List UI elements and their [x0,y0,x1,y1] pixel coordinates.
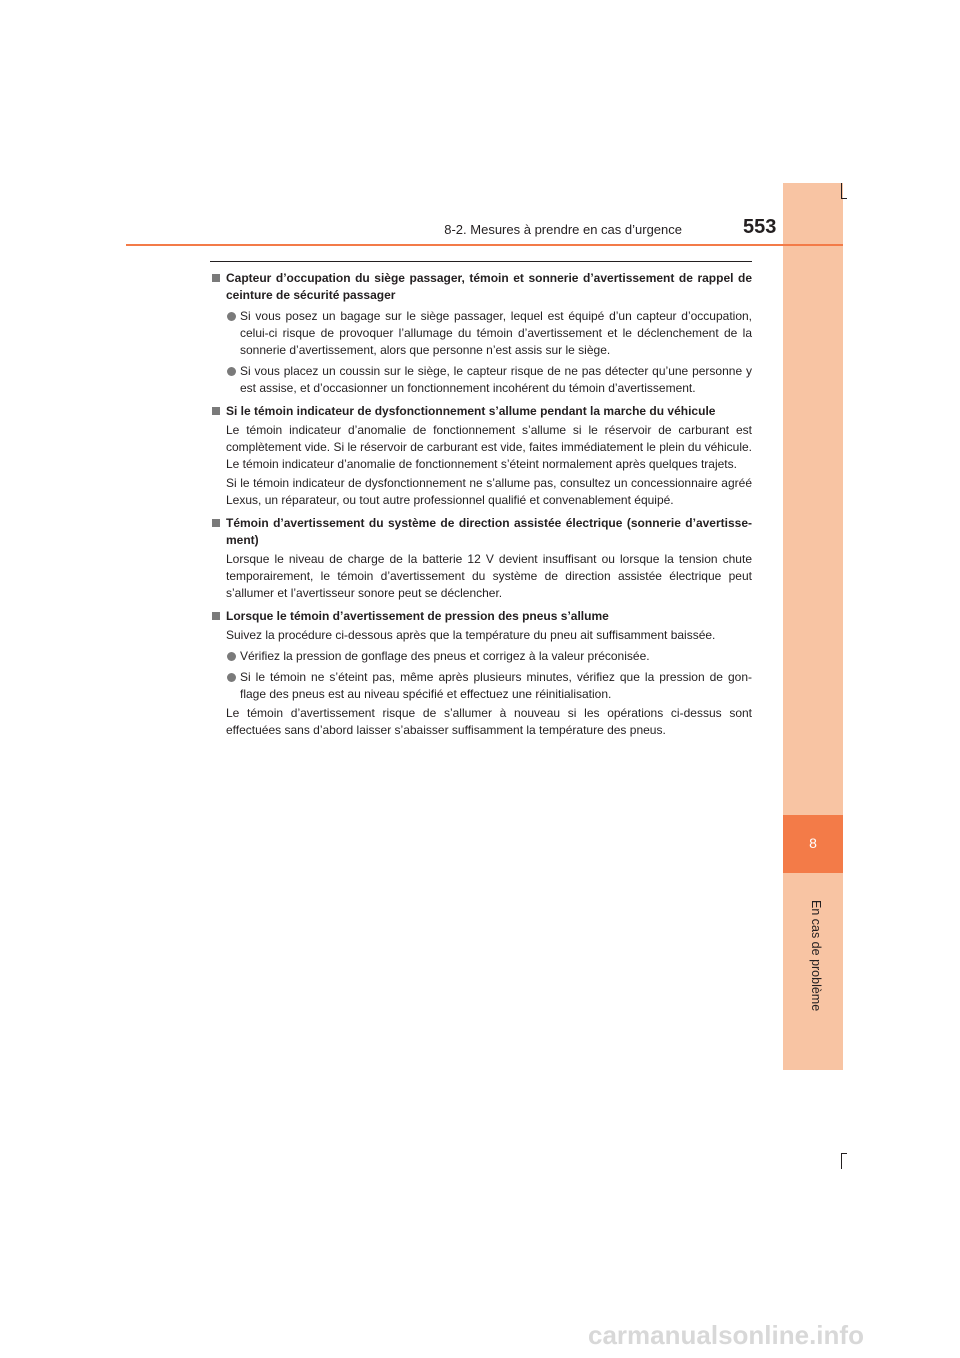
header-rule [126,244,843,246]
crop-mark-bottom-tick [841,1153,847,1154]
bullet-item: Si le témoin ne s’éteint pas, même après plusieurs minutes, vérifiez que la pression de gon-flage des pneus est au niveau spécifié et effectuez une réinitialisation. [210,669,752,703]
square-bullet-icon [212,612,220,620]
section-heading: Témoin d’avertissement du système de direction assistée électrique (sonnerie d’avertisse-ment) [210,515,752,549]
bullet-item: Si vous posez un bagage sur le siège passager, lequel est équipé d’un capteur d’occupation, celui-ci risque de provoquer l’allumage du témoin d’avertissement et le déclenchement de la sonnerie d’avertissement, alors que personne n’est assis sur le siège. [210,308,752,359]
circle-bullet-icon [227,673,236,682]
paragraph: Suivez la procédure ci-dessous après que la température du pneu ait suffisamment baissée. [226,628,716,642]
bullet-item: Si vous placez un coussin sur le siège, le capteur risque de ne pas détecter qu’une personne y est assise, et d’occasionner un fonctionnement incohérent du témoin d’avertissement. [210,363,752,397]
circle-bullet-icon [227,367,236,376]
crop-mark-bottom [841,1153,842,1169]
bullet-item: Vérifiez la pression de gonflage des pneus et corrigez à la valeur préconisée. [210,648,752,665]
chapter-number: 8 [809,835,817,851]
circle-bullet-icon [227,312,236,321]
chapter-number-box [783,815,843,873]
section-heading: Si le témoin indicateur de dysfonctionnement s’allume pendant la marche du véhicule [210,403,752,420]
paragraph: Lorsque le niveau de charge de la batterie 12 V devient insuffisant ou lorsque la tension chute temporairement, le témoin d’avertissement du système de direction assistée électrique peut s’allumer et l’avertisseur sonore peut se déclencher. [226,552,752,600]
crop-mark-top [841,183,842,199]
circle-bullet-icon [227,652,236,661]
section-title: 8-2. Mesures à prendre en cas d’urgence [444,222,682,237]
content-top-rule [210,261,752,262]
chapter-title: En cas de problème [809,900,823,1012]
page-content [210,270,752,739]
watermark: carmanualsonline.info [588,1320,864,1350]
page-number: 553 [743,216,777,238]
paragraph: Si le témoin indicateur de dysfonctionnement ne s’allume pas, consultez un concessionnaire agréé Lexus, un réparateur, ou tout autre professionnel qualifié et convenablement équipé. [226,476,752,507]
square-bullet-icon [212,519,220,527]
crop-mark-top-tick [841,198,847,199]
square-bullet-icon [212,407,220,415]
paragraph: Le témoin d’avertissement risque de s’allumer à nouveau si les opérations ci-dessus sont effectuées sans d’abord laisser s’abaisser suffisamment la température des pneus. [226,706,752,737]
square-bullet-icon [212,274,220,282]
section-heading: Capteur d’occupation du siège passager, témoin et sonnerie d’avertissement de rappel de ceinture de sécurité passager [210,270,752,304]
paragraph: Le témoin indicateur d’anomalie de fonctionnement s’allume si le réservoir de carburant est complètement vide. Si le réservoir de carburant est vide, faites immédiatement le plein du véhicule. Le témoin indicateur d’anomalie de fonctionnement s’éteint normalement après quelques trajets. [226,423,752,471]
section-heading: Lorsque le témoin d’avertissement de pression des pneus s’allume [210,608,752,625]
